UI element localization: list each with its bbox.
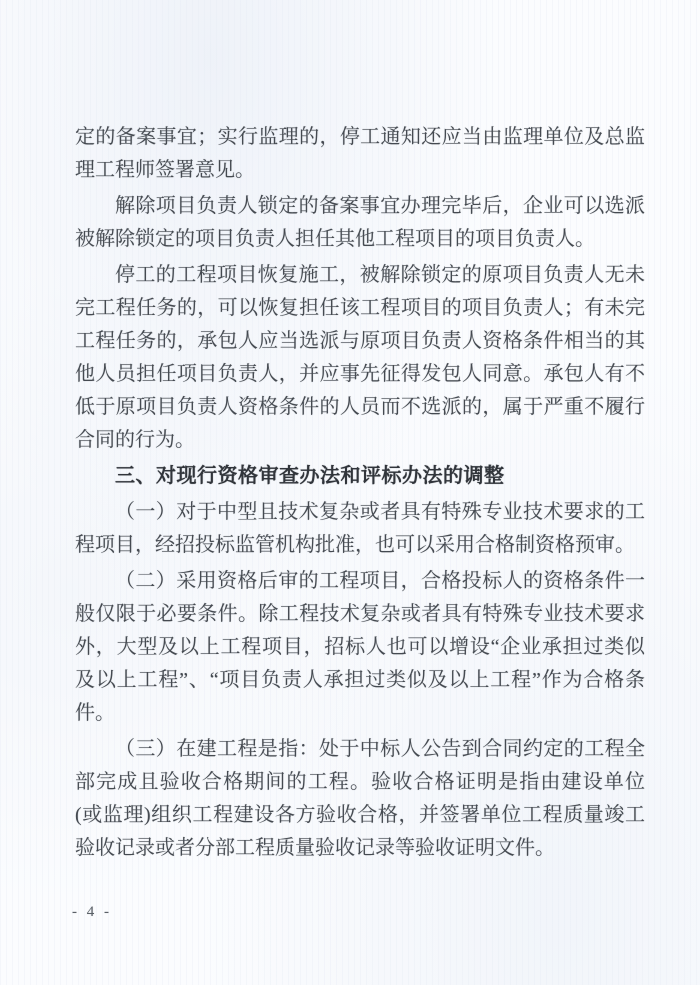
text-line: 解除项目负责人锁定的备案事宜办理完毕后，企业可以选派 [115,195,645,217]
text-line: 程项目，经招投标监管机构批准，也可以采用合格制资格预审。 [75,534,635,556]
text-line: 工程任务的，承包人应当选派与原项目负责人资格条件相当的其 [75,330,645,352]
text-line: 外，大型及以上工程项目，招标人也可以增设“企业承担过类似 [75,636,645,658]
page-number: - 4 - [72,904,112,920]
text-line: 合同的行为。 [75,429,195,451]
text-line: 部完成且验收合格期间的工程。验收合格证明是指由建设单位 [75,771,645,793]
paragraph [75,496,645,562]
text-line: 被解除锁定的项目负责人担任其他工程项目的项目负责人。 [75,228,595,250]
text-line: 停工的工程项目恢复施工，被解除锁定的原项目负责人无未 [115,264,645,286]
text-line: 低于原项目负责人资格条件的人员而不选派的，属于严重不履行 [75,396,645,418]
paragraph [75,190,645,256]
document-body [75,121,645,868]
paragraph [75,259,645,457]
section-heading: 三、对现行资格审查办法和评标办法的调整 [115,465,505,487]
text-line: （三）在建工程是指：处于中标人公告到合同约定的工程全 [115,738,645,760]
text-line: 理工程师签署意见。 [75,159,255,181]
text-line: 完工程任务的，可以恢复担任该工程项目的项目负责人；有未完 [75,297,645,319]
section [75,460,645,493]
text-line: 件。 [75,702,115,724]
text-line: 验收记录或者分部工程质量验收记录等验收证明文件。 [75,837,555,859]
text-line: 定的备案事宜；实行监理的，停工通知还应当由监理单位及总监 [75,126,645,148]
text-line: 他人员担任项目负责人，并应事先征得发包人同意。承包人有不 [75,363,645,385]
paragraph [75,565,645,730]
text-line: （一）对于中型且技术复杂或者具有特殊专业技术要求的工 [115,501,645,523]
paragraph [75,733,645,865]
text-line: （二）采用资格后审的工程项目，合格投标人的资格条件一 [115,570,645,592]
text-line: 及以上工程”、“项目负责人承担过类似及以上工程”作为合格条 [75,669,645,691]
text-line: 般仅限于必要条件。除工程技术复杂或者具有特殊专业技术要求 [75,603,645,625]
paragraph [75,121,645,187]
text-line: (或监理)组织工程建设各方验收合格，并签署单位工程质量竣工 [75,804,645,826]
